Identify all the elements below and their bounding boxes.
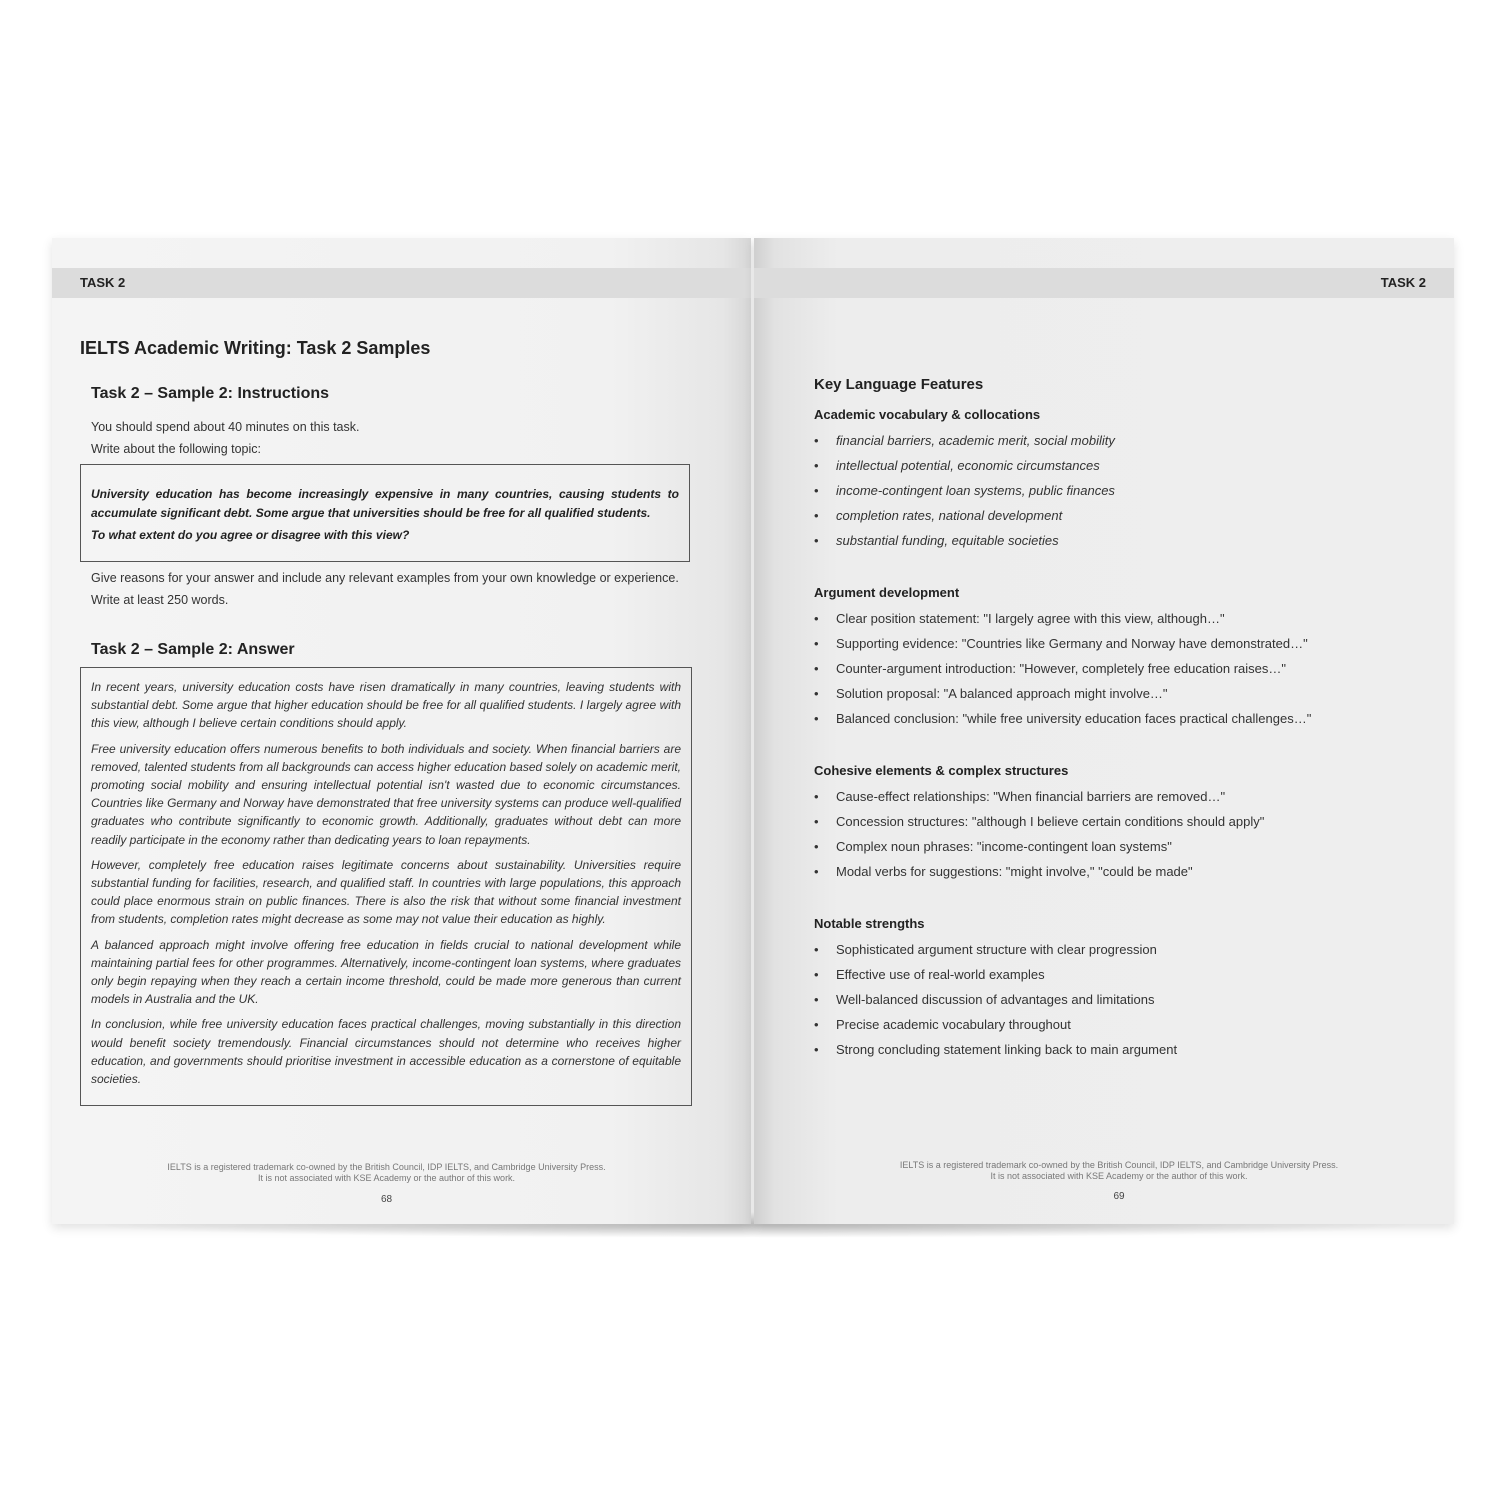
answer-box: [80, 667, 692, 1106]
bullet: •: [814, 433, 819, 448]
list-item: • Precise academic vocabulary throughout: [814, 1012, 1177, 1037]
page-number: 68: [380, 1194, 393, 1205]
answer-paragraph: In conclusion, while free university education faces practical challenges, moving substantially in this direction would benefit society tremendously. Financial circumstances should not determine who receives higher education, and governments should prioritise investment in accessible education as a cornerstone of equitable societies.: [91, 1017, 681, 1087]
list-item: • income-contingent loan systems, public finances: [814, 478, 1115, 503]
topic-question: To what extent do you agree or disagree with this view?: [91, 528, 410, 542]
list-item: • Effective use of real-world examples: [814, 962, 1177, 987]
bullet: •: [814, 533, 819, 548]
instruction-reasons: Give reasons for your answer and include any relevant examples from your own knowledge or experience.: [91, 571, 679, 585]
list-item: • Balanced conclusion: "while free university education faces practical challenges…": [814, 706, 1311, 731]
list-item: • Strong concluding statement linking back to main argument: [814, 1037, 1177, 1062]
bullet: •: [814, 686, 819, 701]
strengths-list: [814, 937, 1177, 1062]
bullet: •: [814, 458, 819, 473]
answer-paragraph: Free university education offers numerous benefits to both individuals and society. When financial barriers are removed, talented students from all backgrounds can access higher education based solely on academic merit, promoting social mobility and ensuring intellectual potential isn't wasted due to economic circumstances. Countries like Germany and Norway have demonstrated that free university systems can produce well-qualified graduates who contribute significantly to economic growth. Additionally, graduates without debt can more readily participate in the economy rather than dedicating years to loan repayments.: [91, 741, 681, 847]
list-item: • intellectual potential, economic circumstances: [814, 453, 1115, 478]
topic-box: [80, 464, 690, 562]
footer-line: IELTS is a registered trademark co-owned by the British Council, IDP IELTS, and Cambridge University Press.: [899, 1160, 1339, 1170]
answer-paragraph: A balanced approach might involve offering free education in fields crucial to national development while maintaining partial fees for other programmes. Alternatively, income-contingent loan systems, where graduates only begin repaying when they reach a certain income threshold, could be made more generous than current models in Australia and the UK.: [91, 937, 681, 1007]
section-title-strengths: Notable strengths: [814, 916, 925, 931]
bullet: •: [814, 864, 819, 879]
list-item: • Clear position statement: "I largely agree with this view, although…": [814, 606, 1311, 631]
bullet: •: [814, 611, 819, 626]
list-item: • Supporting evidence: "Countries like Germany and Norway have demonstrated…": [814, 631, 1311, 656]
section-title-cohesive: Cohesive elements & complex structures: [814, 763, 1069, 778]
cohesive-list: [814, 784, 1264, 884]
list-item: • Counter-argument introduction: "However, completely free education raises…": [814, 656, 1311, 681]
list-item: • Modal verbs for suggestions: "might involve," "could be made": [814, 859, 1264, 884]
instruction-time: You should spend about 40 minutes on this task.: [91, 420, 360, 434]
page-number: 69: [1113, 1191, 1125, 1202]
section-title-argument: Argument development: [814, 585, 960, 600]
bullet: •: [814, 508, 819, 523]
list-item: • substantial funding, equitable societies: [814, 528, 1115, 553]
topic-statement: University education has become increasingly expensive in many countries, causing students to accumulate significant debt. Some argue that universities should be free for all qualified students.: [91, 487, 679, 520]
instruction-topic-intro: Write about the following topic:: [91, 442, 262, 456]
answer-paragraph: However, completely free education raises legitimate concerns about sustainability. Universities require substantial funding for facilities, research, and qualified staff. In countries with large populations, this approach could place enormous strain on public finances. There is also the risk that without some financial investment from students, completion rates might decrease as some may not value their education as highly.: [91, 857, 681, 927]
list-item: • Complex noun phrases: "income-contingent loan systems": [814, 834, 1264, 859]
bullet: •: [814, 636, 819, 651]
list-item: • Solution proposal: "A balanced approach might involve…": [814, 681, 1311, 706]
list-item: • financial barriers, academic merit, social mobility: [814, 428, 1115, 453]
bullet: •: [814, 942, 819, 957]
bullet: •: [814, 992, 819, 1007]
argument-list: [814, 606, 1311, 731]
book-spread: [52, 238, 1454, 1224]
bullet: •: [814, 1042, 819, 1057]
list-item: • Concession structures: "although I believe certain conditions should apply": [814, 809, 1264, 834]
bullet: •: [814, 1017, 819, 1032]
bullet: •: [814, 967, 819, 982]
trademark-footer: [52, 1162, 751, 1184]
answer-heading: Task 2 – Sample 2: Answer: [91, 641, 295, 658]
vocabulary-list: [814, 428, 1115, 553]
section-title-vocabulary: Academic vocabulary & collocations: [814, 407, 1041, 422]
left-header-band: TASK 2: [52, 268, 751, 298]
page-title: IELTS Academic Writing: Task 2 Samples: [80, 338, 431, 358]
list-item: • Sophisticated argument structure with clear progression: [814, 937, 1177, 962]
bullet: •: [814, 483, 819, 498]
list-item: • completion rates, national development: [814, 503, 1115, 528]
list-item: • Well-balanced discussion of advantages and limitations: [814, 987, 1177, 1012]
bullet: •: [814, 661, 819, 676]
footer-line: IELTS is a registered trademark co-owned by the British Council, IDP IELTS, and Cambridge University Press.: [167, 1162, 606, 1172]
instructions-heading: Task 2 – Sample 2: Instructions: [91, 385, 330, 402]
list-item: • Cause-effect relationships: "When financial barriers are removed…": [814, 784, 1264, 809]
left-page: [52, 238, 751, 1224]
footer-line: It is not associated with KSE Academy or the author of this work.: [990, 1171, 1248, 1181]
right-page: [754, 238, 1454, 1224]
instruction-word-count: Write at least 250 words.: [91, 593, 229, 607]
bullet: •: [814, 839, 819, 854]
trademark-footer: [754, 1160, 1454, 1182]
right-header-band: TASK 2: [754, 268, 1454, 298]
bullet: •: [814, 711, 819, 726]
bullet: •: [814, 814, 819, 829]
bullet: •: [814, 789, 819, 804]
footer-line: It is not associated with KSE Academy or the author of this work.: [257, 1173, 516, 1183]
key-features-heading: Key Language Features: [814, 376, 984, 393]
answer-paragraph: In recent years, university education costs have risen dramatically in many countries, leaving students with substantial debt. Some argue that higher education should be free for all qualified students. I largely agree with this view, although I believe certain conditions should apply.: [91, 680, 681, 731]
